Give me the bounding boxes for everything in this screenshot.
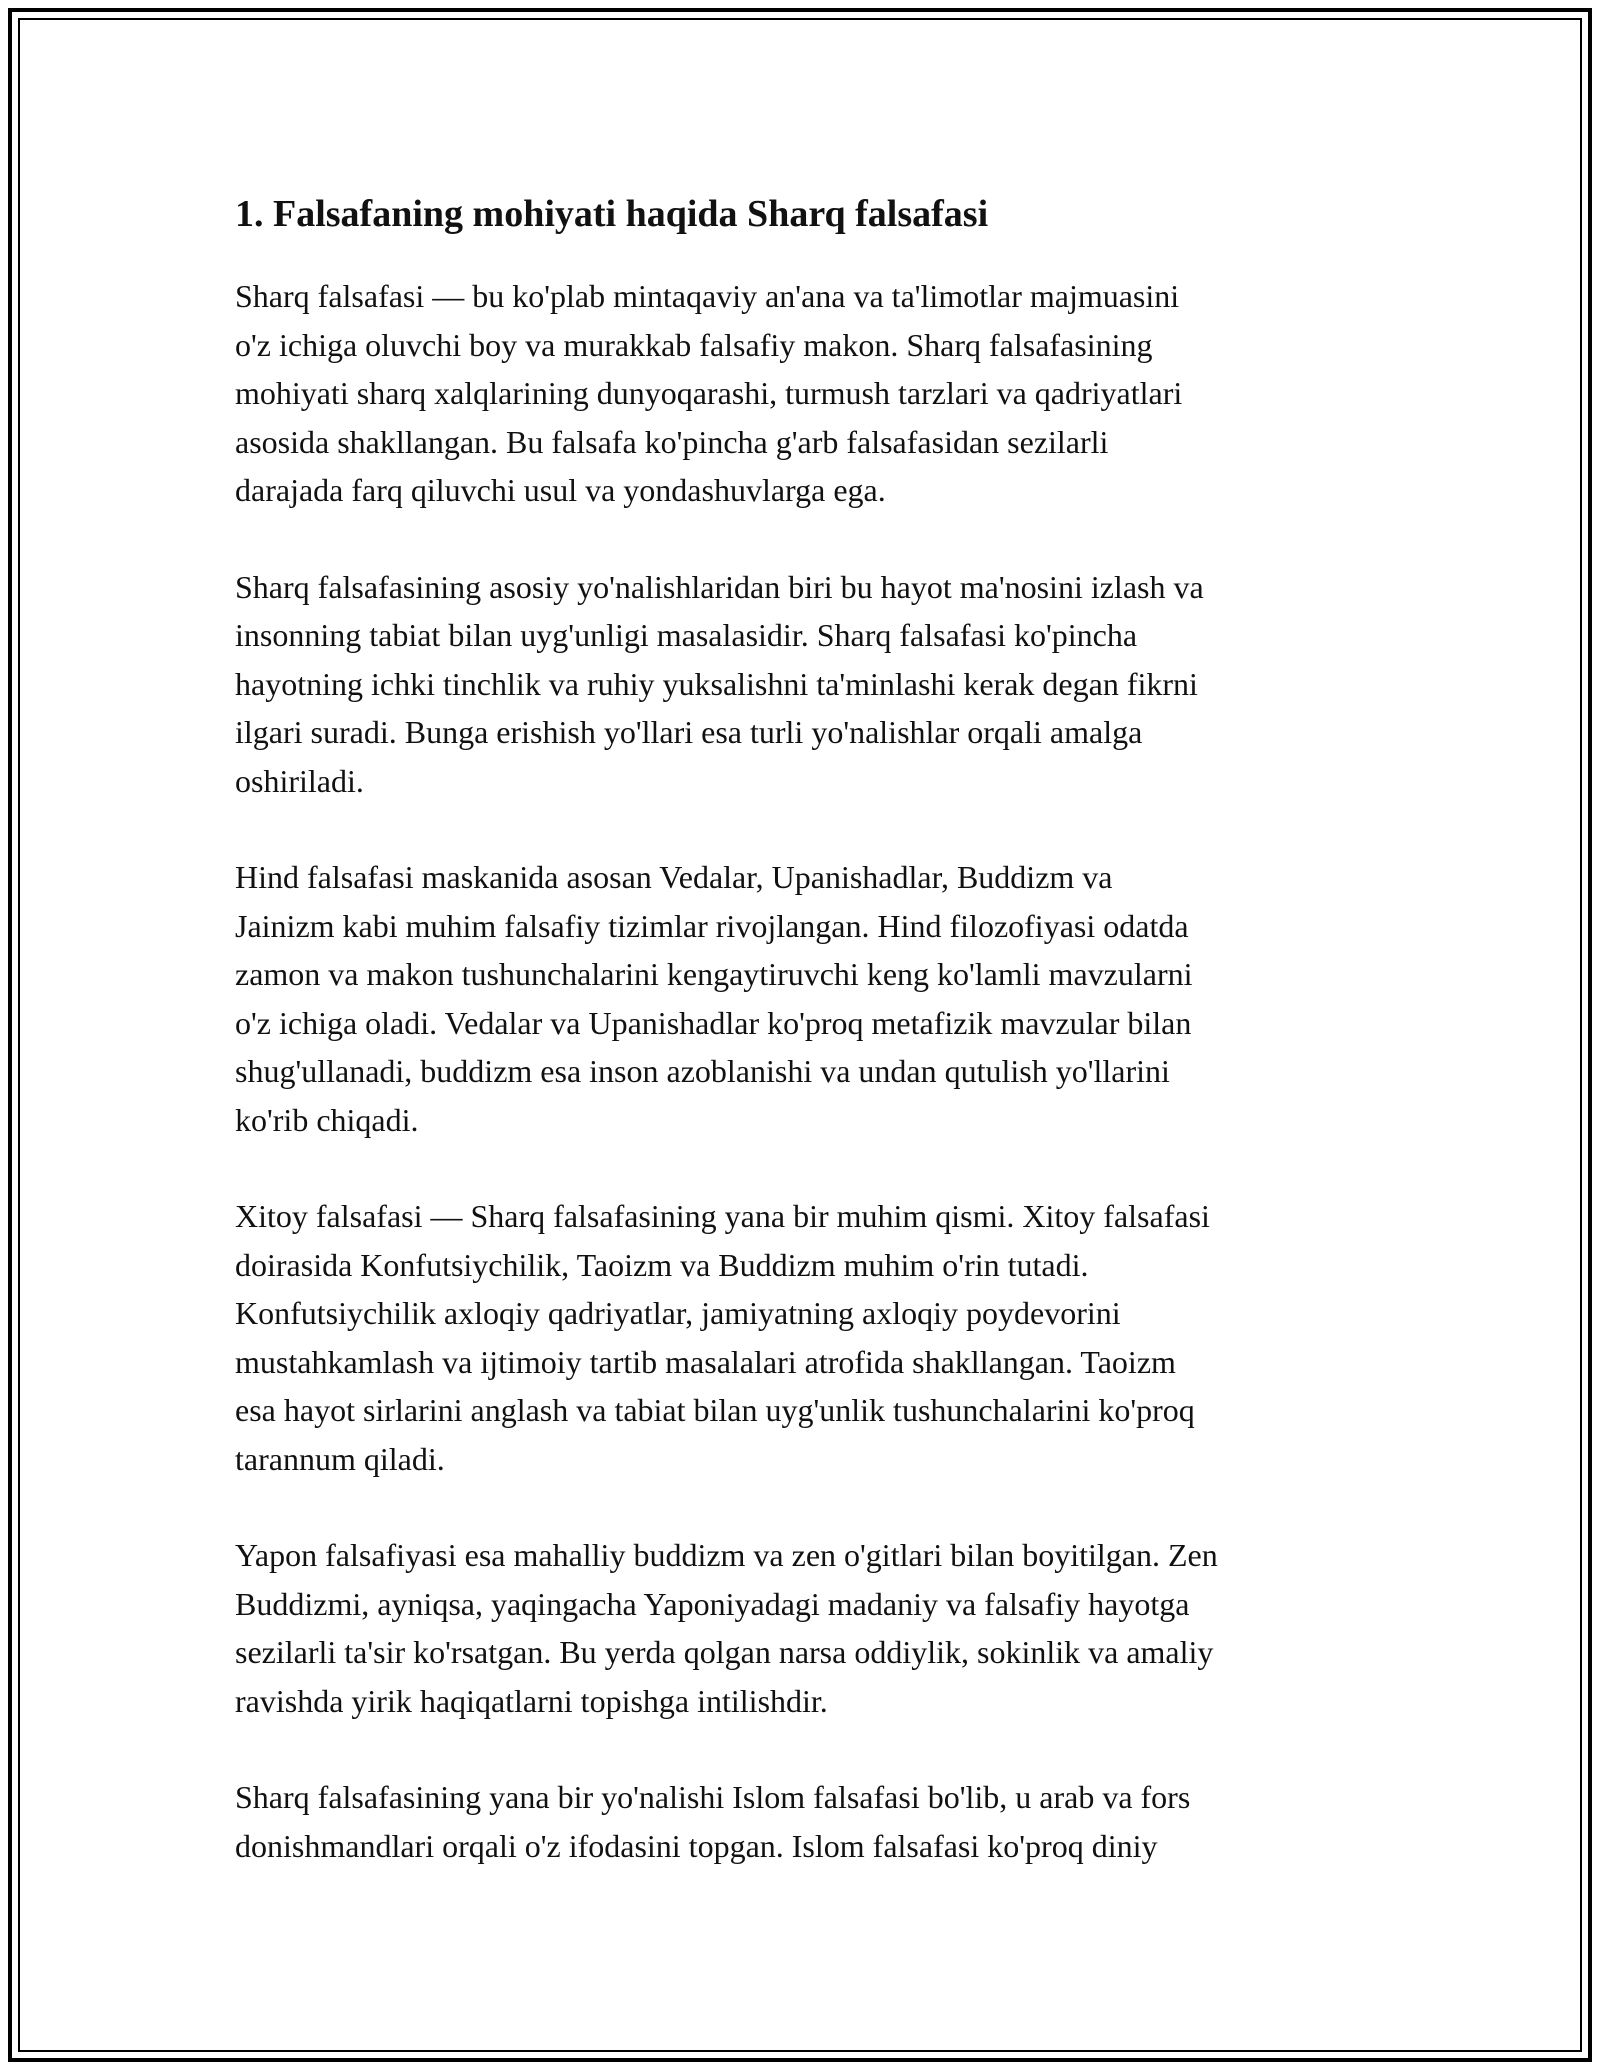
document-body <box>235 186 1385 1918</box>
text-line: Yapon falsafiyasi esa mahalliy buddizm va zen o'gitlari bilan boyitilgan. Zen <box>235 1537 1218 1573</box>
text-line: Sharq falsafasining asosiy yo'nalishlaridan biri bu hayot ma'nosini izlash va <box>235 568 1204 605</box>
paragraph-islamic-philosophy <box>235 1773 1385 1870</box>
text-line: Sharq falsafasi — bu ko'plab mintaqaviy an'ana va ta'limotlar majmuasini <box>235 278 1180 314</box>
text-line: darajada farq qiluvchi usul va yondashuvlarga ega. <box>235 472 886 508</box>
text-line: tarannum qiladi. <box>235 1440 445 1477</box>
text-line: Buddizmi, ayniqsa, yaqingacha Yaponiyadagi madaniy va falsafiy hayotga <box>235 1585 1190 1622</box>
text-line: insonning tabiat bilan uyg'unligi masalasidir. Sharq falsafasi ko'pincha <box>235 617 1138 653</box>
paragraph-indian-philosophy <box>235 853 1385 1144</box>
paragraph-intro <box>235 272 1385 515</box>
text-line: mustahkamlash va ijtimoiy tartib masalalari atrofida shakllangan. Taoizm <box>235 1343 1176 1380</box>
paragraph-chinese-philosophy <box>235 1192 1385 1483</box>
text-line: o'z ichiga oladi. Vedalar va Upanishadlar ko'proq metafizik mavzular bilan <box>235 1004 1192 1041</box>
text-line: doirasida Konfutsiychilik, Taoizm va Buddizm muhim o'rin tutadi. <box>235 1246 1089 1283</box>
text-line: hayotning ichki tinchlik va ruhiy yuksalishni ta'minlashi kerak degan fikrni <box>235 665 1198 702</box>
text-line: ko'rib chiqadi. <box>235 1101 419 1138</box>
text-line: Sharq falsafasining yana bir yo'nalishi Islom falsafasi bo'lib, u arab va fors <box>235 1779 1191 1815</box>
text-line: ravishda yirik haqiqatlarni topishga intilishdir. <box>235 1682 828 1719</box>
text-line: ilgari suradi. Bunga erishish yo'llari esa turli yo'nalishlar orqali amalga <box>235 714 1143 750</box>
text-line: asosida shakllangan. Bu falsafa ko'pincha g'arb falsafasidan sezilarli <box>235 423 1109 460</box>
text-line: Hind falsafasi maskanida asosan Vedalar, Upanishadlar, Buddizm va <box>235 859 1113 895</box>
text-line: Xitoy falsafasi — Sharq falsafasining yana bir muhim qismi. Xitoy falsafasi <box>235 1198 1210 1234</box>
text-line: Jainizm kabi muhim falsafiy tizimlar rivojlangan. Hind filozofiyasi odatda <box>235 907 1189 944</box>
text-line: oshiriladi. <box>235 762 364 799</box>
text-line: zamon va makon tushunchalarini kengaytiruvchi keng ko'lamli mavzularni <box>235 956 1193 992</box>
text-line: shug'ullanadi, buddizm esa inson azoblanishi va undan qutulish yo'llarini <box>235 1053 1170 1089</box>
paragraph-main-direction <box>235 563 1385 806</box>
text-line: o'z ichiga oluvchi boy va murakkab falsafiy makon. Sharq falsafasining <box>235 326 1153 363</box>
text-line: donishmandlari orqali o'z ifodasini topgan. Islom falsafasi ko'proq diniy <box>235 1827 1158 1864</box>
section-heading: 1. Falsafaning mohiyati haqida Sharq falsafasi <box>235 193 989 235</box>
text-line: Konfutsiychilik axloqiy qadriyatlar, jamiyatning axloqiy poydevorini <box>235 1295 1121 1331</box>
text-line: sezilarli ta'sir ko'rsatgan. Bu yerda qolgan narsa oddiylik, sokinlik va amaliy <box>235 1634 1214 1670</box>
text-line: esa hayot sirlarini anglash va tabiat bilan uyg'unlik tushunchalarini ko'proq <box>235 1392 1195 1428</box>
text-line: mohiyati sharq xalqlarining dunyoqarashi, turmush tarzlari va qadriyatlari <box>235 375 1183 411</box>
paragraph-japanese-philosophy <box>235 1531 1385 1725</box>
